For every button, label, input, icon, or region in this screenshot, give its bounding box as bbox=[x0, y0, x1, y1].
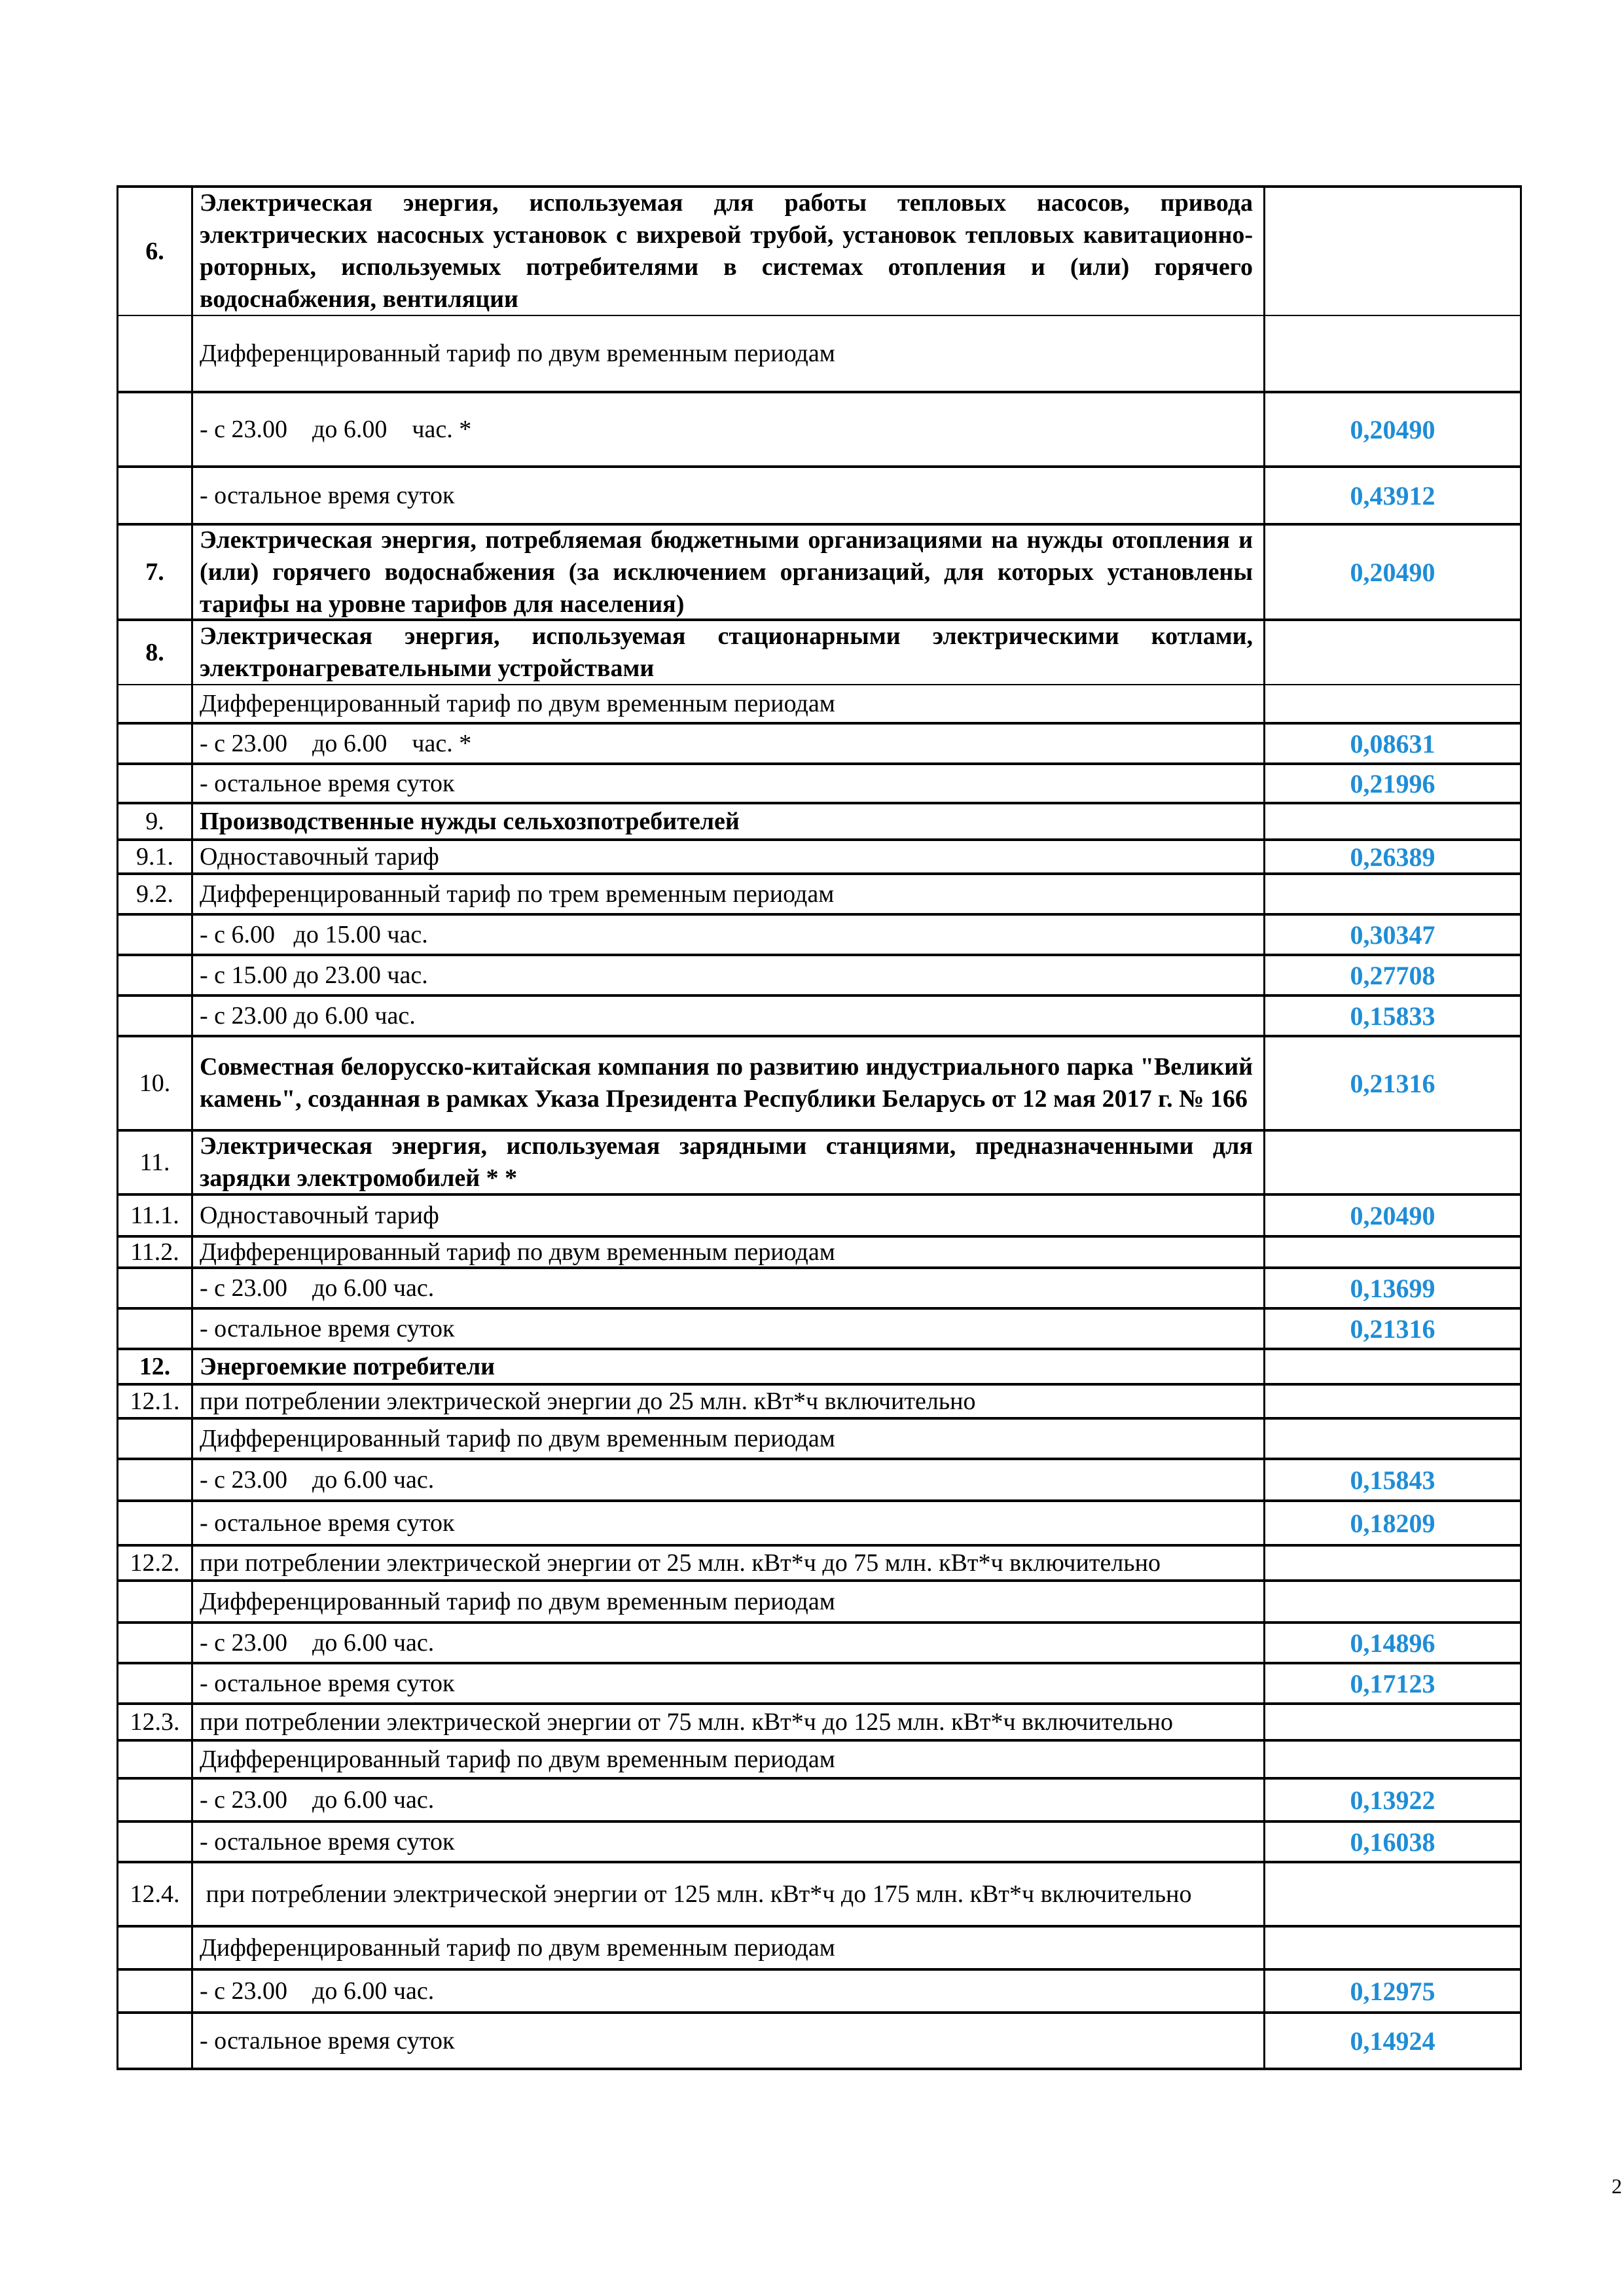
tariff-value-cell: 0,21316 bbox=[1350, 1314, 1435, 1344]
tariff-value-cell: 0,16038 bbox=[1350, 1827, 1435, 1857]
description-text: - с 23.00 до 6.00 час. * bbox=[200, 729, 472, 757]
description-cell bbox=[193, 1664, 1265, 1702]
description-text: при потреблении электрической энергии от 125 млн. кВт*ч до 175 млн. кВт*ч включительно bbox=[200, 1880, 1192, 1908]
table-row bbox=[118, 1502, 1520, 1547]
description-cell bbox=[193, 804, 1265, 838]
description-text: Энергоемкие потребители bbox=[200, 1352, 496, 1380]
description-cell bbox=[193, 1502, 1265, 1544]
row-number-cell: 12.1. bbox=[118, 1386, 193, 1417]
table-row bbox=[118, 2014, 1520, 2068]
description-cell bbox=[193, 1547, 1265, 1579]
tariff-value-cell bbox=[1265, 875, 1520, 913]
tariff-value-cell: 0,15833 bbox=[1350, 1001, 1435, 1031]
description-text: - остальное время суток bbox=[200, 481, 455, 509]
description-cell bbox=[193, 1386, 1265, 1417]
row-number-cell: 12.2. bbox=[118, 1547, 193, 1579]
description-cell bbox=[193, 526, 1265, 619]
description-text: Дифференцированный тариф по двум временным периодам bbox=[200, 1745, 835, 1773]
description-text: Дифференцированный тариф по трем временным периодам bbox=[200, 880, 835, 908]
description-cell bbox=[193, 1971, 1265, 2011]
page-number: 2 bbox=[1612, 2174, 1622, 2198]
table-row bbox=[118, 1780, 1520, 1823]
tariff-value-cell bbox=[1265, 1705, 1520, 1739]
table-row bbox=[118, 875, 1520, 916]
row-number-cell bbox=[118, 1502, 193, 1544]
tariff-value-cell: 0,13699 bbox=[1350, 1273, 1435, 1303]
table-row bbox=[118, 956, 1520, 997]
table-row bbox=[118, 1664, 1520, 1705]
row-number-cell bbox=[118, 1420, 193, 1458]
table-row bbox=[118, 841, 1520, 875]
description-cell bbox=[193, 316, 1265, 391]
row-number-cell bbox=[118, 1823, 193, 1861]
description-cell bbox=[193, 1863, 1265, 1925]
tariff-value-cell: 0,21316 bbox=[1350, 1068, 1435, 1098]
tariff-value-cell bbox=[1265, 1132, 1520, 1193]
row-number-cell bbox=[118, 2014, 193, 2068]
description-text: - остальное время суток bbox=[200, 769, 455, 797]
table-row bbox=[118, 1269, 1520, 1310]
description-cell bbox=[193, 1823, 1265, 1861]
tariff-value-cell bbox=[1265, 1582, 1520, 1621]
table-row bbox=[118, 1582, 1520, 1624]
row-number-cell bbox=[118, 468, 193, 523]
table-row bbox=[118, 1132, 1520, 1196]
table-row bbox=[118, 1624, 1520, 1664]
tariff-value-cell bbox=[1265, 1350, 1520, 1383]
description-text: - остальное время суток bbox=[200, 1509, 455, 1537]
row-number-cell: 9.1. bbox=[118, 841, 193, 872]
row-number-cell: 11. bbox=[118, 1132, 193, 1193]
table-row bbox=[118, 1238, 1520, 1269]
row-number-cell bbox=[118, 393, 193, 465]
row-number-cell bbox=[118, 1742, 193, 1777]
table-row bbox=[118, 1928, 1520, 1971]
tariff-value-cell bbox=[1265, 188, 1520, 315]
table-row bbox=[118, 1460, 1520, 1502]
description-text: - остальное время суток bbox=[200, 1669, 455, 1697]
table-row bbox=[118, 725, 1520, 765]
row-number-cell bbox=[118, 725, 193, 762]
description-text: - с 23.00 до 6.00 час. bbox=[200, 1001, 416, 1030]
table-row bbox=[118, 916, 1520, 956]
description-text: - с 6.00 до 15.00 час. bbox=[200, 920, 428, 948]
row-number-cell: 12.4. bbox=[118, 1863, 193, 1925]
table-row bbox=[118, 526, 1520, 621]
table-row bbox=[118, 1196, 1520, 1238]
row-number-cell: 9.2. bbox=[118, 875, 193, 913]
row-number-cell bbox=[118, 765, 193, 802]
tariff-value-cell: 0,08631 bbox=[1350, 728, 1435, 759]
table-row bbox=[118, 1037, 1520, 1132]
description-cell bbox=[193, 841, 1265, 872]
row-number-cell bbox=[118, 316, 193, 391]
tariff-value-cell: 0,26389 bbox=[1350, 842, 1435, 872]
row-number-cell bbox=[118, 1269, 193, 1307]
row-number-cell bbox=[118, 956, 193, 994]
tariff-value-cell bbox=[1265, 1928, 1520, 1968]
tariff-value-cell: 0,43912 bbox=[1350, 480, 1435, 511]
table-row bbox=[118, 685, 1520, 725]
row-number-cell bbox=[118, 1780, 193, 1820]
description-cell bbox=[193, 1269, 1265, 1307]
description-text: - с 23.00 до 6.00 час. * bbox=[200, 415, 472, 443]
description-cell bbox=[193, 621, 1265, 684]
description-cell bbox=[193, 956, 1265, 994]
description-text: - с 23.00 до 6.00 час. bbox=[200, 1465, 435, 1494]
table-row bbox=[118, 316, 1520, 393]
description-text: Дифференцированный тариф по двум временным периодам bbox=[200, 1238, 835, 1266]
description-text: Электрическая энергия, используемая для работы тепловых насосов, привода электрических насосных установок с вихревой трубой, установок тепловых кавитационно-роторных, используемых потребителями в системах отопления и (или) горячего водоснабжения, вентиляции bbox=[200, 189, 1253, 313]
tariff-value-cell bbox=[1265, 1238, 1520, 1266]
row-number-cell bbox=[118, 1460, 193, 1499]
tariff-value-cell bbox=[1265, 1386, 1520, 1417]
description-text: Электрическая энергия, потребляемая бюджетными организациями на нужды отопления и (или) горячего водоснабжения (за исключением организаций, для которых установлены тарифы на уровне тарифов для населения) bbox=[200, 526, 1253, 618]
row-number-cell: 10. bbox=[118, 1037, 193, 1129]
row-number-cell: 11.2. bbox=[118, 1238, 193, 1266]
description-cell bbox=[193, 1310, 1265, 1348]
description-cell bbox=[193, 1742, 1265, 1777]
description-text: - остальное время суток bbox=[200, 1827, 455, 1856]
tariff-value-cell: 0,27708 bbox=[1350, 960, 1435, 990]
tariff-value-cell bbox=[1265, 1420, 1520, 1458]
row-number-cell: 6. bbox=[118, 188, 193, 315]
description-cell bbox=[193, 188, 1265, 315]
description-text: при потреблении электрической энергии от 25 млн. кВт*ч до 75 млн. кВт*ч включительно bbox=[200, 1549, 1161, 1577]
description-text: - с 23.00 до 6.00 час. bbox=[200, 1785, 435, 1814]
description-text: Электрическая энергия, используемая зарядными станциями, предназначенными для зарядки электромобилей * * bbox=[200, 1132, 1253, 1192]
description-text: - остальное время суток bbox=[200, 1314, 455, 1342]
table-row bbox=[118, 804, 1520, 841]
tariff-value-cell bbox=[1265, 621, 1520, 684]
description-cell bbox=[193, 916, 1265, 954]
description-text: Дифференцированный тариф по двум временным периодам bbox=[200, 1933, 835, 1962]
description-cell bbox=[193, 1780, 1265, 1820]
tariff-value-cell: 0,18209 bbox=[1350, 1508, 1435, 1538]
description-text: - с 15.00 до 23.00 час. bbox=[200, 961, 428, 989]
tariff-value-cell: 0,17123 bbox=[1350, 1668, 1435, 1698]
table-row bbox=[118, 765, 1520, 804]
description-text: Совместная белорусско-китайская компания по развитию индустриального парка "Великий камень", созданная в рамках Указа Президента Республики Беларусь от 12 мая 2017 г. № 166 bbox=[200, 1053, 1253, 1113]
description-text: - остальное время суток bbox=[200, 2026, 455, 2054]
description-text: Электрическая энергия, используемая стационарными электрическими котлами, электронагревательными устройствами bbox=[200, 622, 1253, 682]
tariff-value-cell: 0,14924 bbox=[1350, 2026, 1435, 2056]
description-cell bbox=[193, 1928, 1265, 1968]
table-row bbox=[118, 997, 1520, 1037]
description-text: - с 23.00 до 6.00 час. bbox=[200, 1628, 435, 1657]
description-cell bbox=[193, 1037, 1265, 1129]
description-text: - с 23.00 до 6.00 час. bbox=[200, 1274, 435, 1302]
tariff-value-cell bbox=[1265, 316, 1520, 391]
description-cell bbox=[193, 1420, 1265, 1458]
description-text: Одноставочный тариф bbox=[200, 1201, 439, 1229]
description-cell bbox=[193, 1705, 1265, 1739]
table-row bbox=[118, 188, 1520, 316]
description-text: при потреблении электрической энергии от 75 млн. кВт*ч до 125 млн. кВт*ч включительно bbox=[200, 1708, 1173, 1736]
tariff-value-cell bbox=[1265, 1863, 1520, 1925]
row-number-cell bbox=[118, 685, 193, 722]
description-cell bbox=[193, 1460, 1265, 1499]
tariff-value-cell bbox=[1265, 804, 1520, 838]
description-text: Дифференцированный тариф по двум временным периодам bbox=[200, 1587, 835, 1615]
table-row bbox=[118, 1350, 1520, 1386]
description-cell bbox=[193, 1132, 1265, 1193]
row-number-cell bbox=[118, 1310, 193, 1348]
row-number-cell bbox=[118, 1928, 193, 1968]
row-number-cell: 11.1. bbox=[118, 1196, 193, 1235]
description-text: Производственные нужды сельхозпотребителей bbox=[200, 807, 740, 835]
tariff-value-cell: 0,21996 bbox=[1350, 768, 1435, 798]
tariff-value-cell bbox=[1265, 685, 1520, 722]
description-text: Дифференцированный тариф по двум временным периодам bbox=[200, 689, 835, 717]
row-number-cell: 8. bbox=[118, 621, 193, 684]
tariff-value-cell bbox=[1265, 1742, 1520, 1777]
row-number-cell: 12. bbox=[118, 1350, 193, 1383]
tariff-value-cell: 0,12975 bbox=[1350, 1976, 1435, 2006]
tariff-value-cell: 0,20490 bbox=[1350, 557, 1435, 587]
table-row bbox=[118, 1547, 1520, 1582]
description-cell bbox=[193, 685, 1265, 722]
table-row bbox=[118, 1310, 1520, 1350]
table-row bbox=[118, 468, 1520, 526]
table-row bbox=[118, 1420, 1520, 1460]
table-row bbox=[118, 1705, 1520, 1742]
description-cell bbox=[193, 1350, 1265, 1383]
description-text: Дифференцированный тариф по двум временным периодам bbox=[200, 339, 835, 367]
description-cell bbox=[193, 997, 1265, 1035]
table-row bbox=[118, 1823, 1520, 1863]
tariff-value-cell: 0,30347 bbox=[1350, 920, 1435, 950]
description-text: Одноставочный тариф bbox=[200, 842, 439, 870]
description-cell bbox=[193, 393, 1265, 465]
description-cell bbox=[193, 1624, 1265, 1662]
table-row bbox=[118, 393, 1520, 468]
row-number-cell bbox=[118, 997, 193, 1035]
table-row bbox=[118, 621, 1520, 685]
table-row bbox=[118, 1386, 1520, 1420]
tariff-table bbox=[117, 185, 1522, 2070]
row-number-cell bbox=[118, 916, 193, 954]
description-cell bbox=[193, 468, 1265, 523]
table-row bbox=[118, 1742, 1520, 1780]
description-cell bbox=[193, 2014, 1265, 2068]
tariff-value-cell: 0,13922 bbox=[1350, 1785, 1435, 1815]
tariff-value-cell: 0,15843 bbox=[1350, 1465, 1435, 1495]
tariff-value-cell: 0,20490 bbox=[1350, 414, 1435, 444]
description-cell bbox=[193, 1582, 1265, 1621]
tariff-value-cell bbox=[1265, 1547, 1520, 1579]
row-number-cell: 7. bbox=[118, 526, 193, 619]
tariff-value-cell: 0,20490 bbox=[1350, 1200, 1435, 1230]
description-cell bbox=[193, 725, 1265, 762]
row-number-cell: 12.3. bbox=[118, 1705, 193, 1739]
table-row bbox=[118, 1971, 1520, 2014]
description-text: - с 23.00 до 6.00 час. bbox=[200, 1977, 435, 2005]
row-number-cell bbox=[118, 1664, 193, 1702]
row-number-cell bbox=[118, 1624, 193, 1662]
description-cell bbox=[193, 1196, 1265, 1235]
description-text: Дифференцированный тариф по двум временным периодам bbox=[200, 1424, 835, 1452]
description-text: при потреблении электрической энергии до 25 млн. кВт*ч включительно bbox=[200, 1387, 976, 1415]
description-cell bbox=[193, 875, 1265, 913]
description-cell bbox=[193, 1238, 1265, 1266]
tariff-value-cell: 0,14896 bbox=[1350, 1628, 1435, 1658]
row-number-cell bbox=[118, 1971, 193, 2011]
description-cell bbox=[193, 765, 1265, 802]
row-number-cell: 9. bbox=[118, 804, 193, 838]
row-number-cell bbox=[118, 1582, 193, 1621]
table-row bbox=[118, 1863, 1520, 1928]
